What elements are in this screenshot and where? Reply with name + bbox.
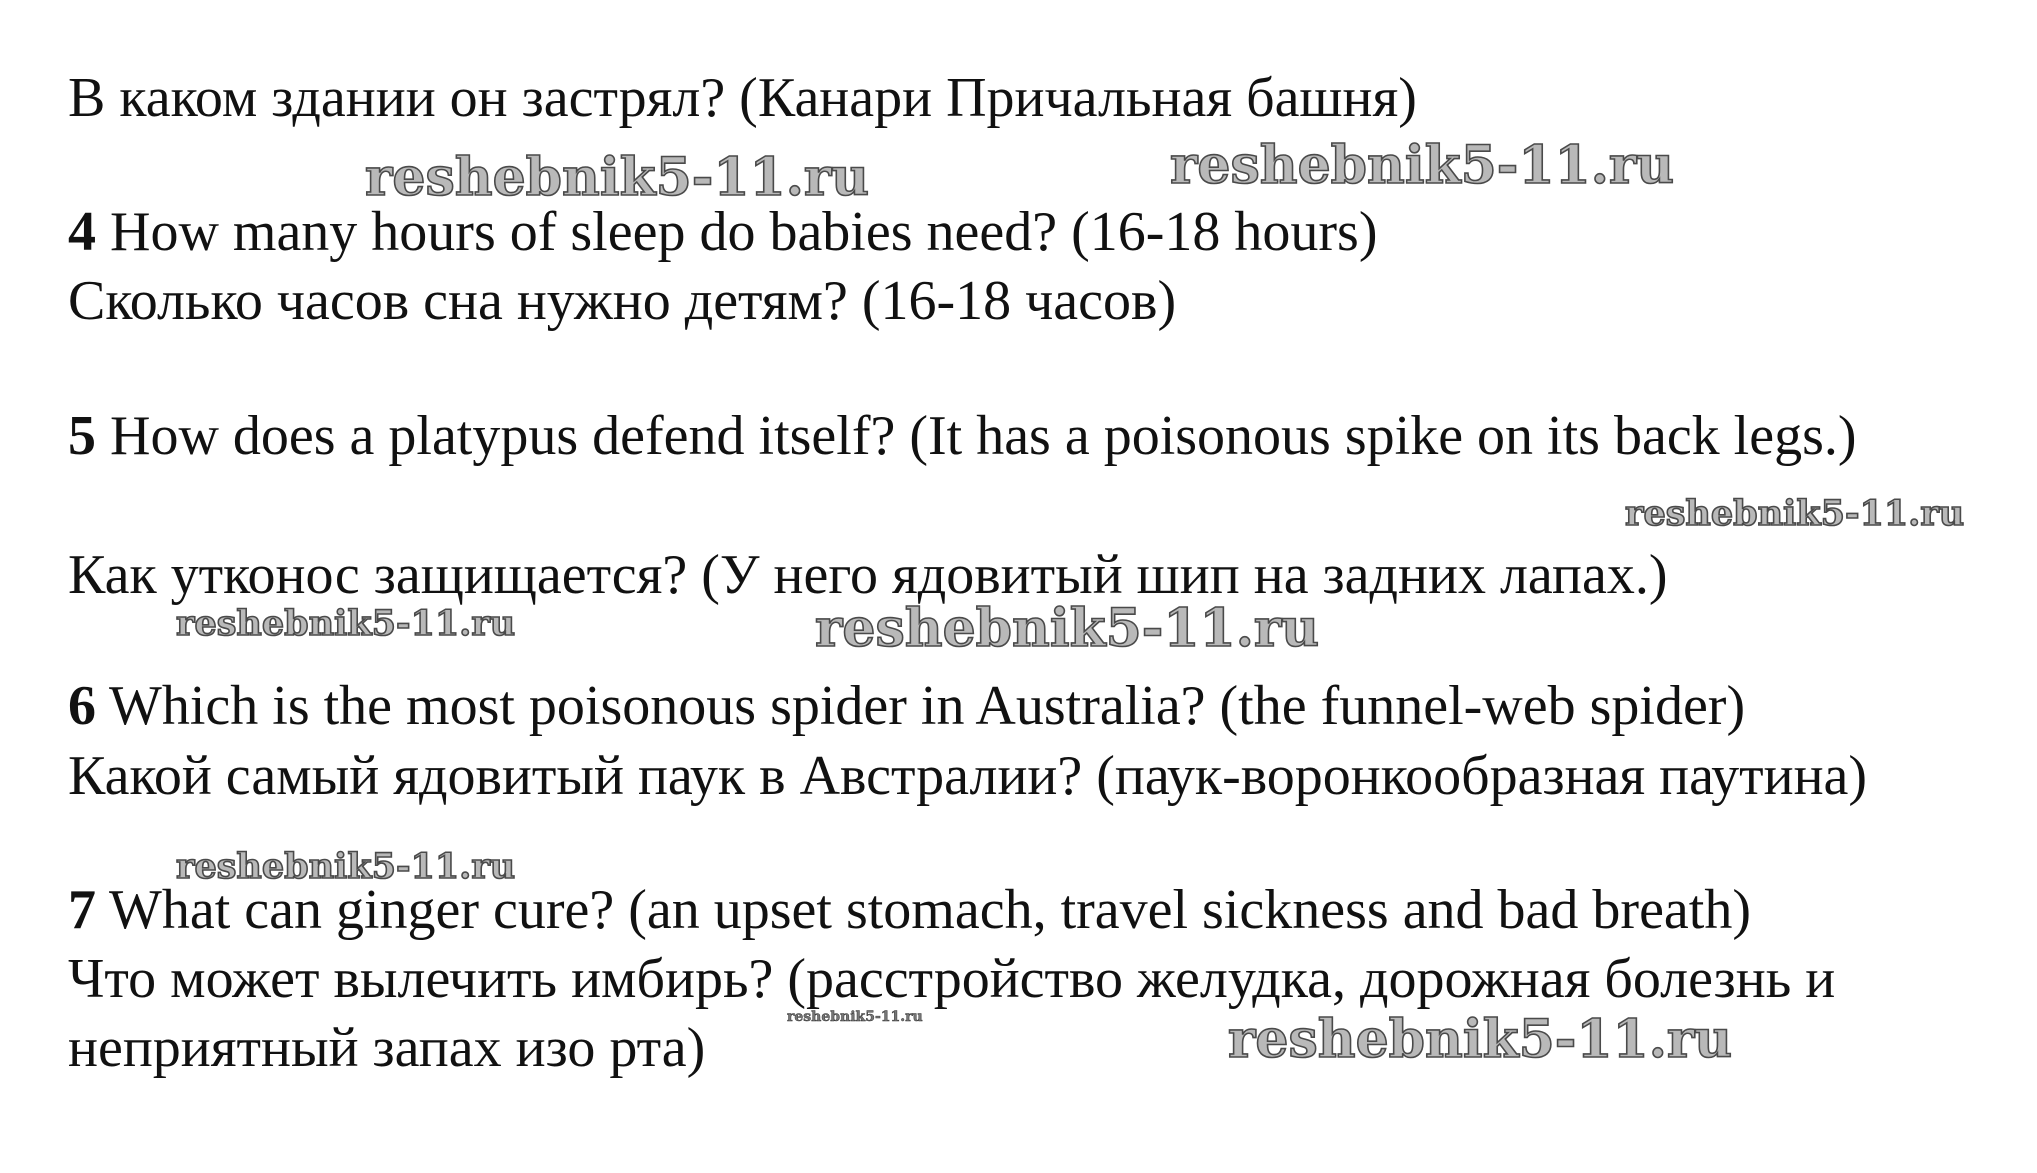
answer-line-ru-4 (68, 270, 1177, 332)
question-number: 7 (68, 879, 96, 941)
watermark-text: reshebnik5-11.ru (1625, 493, 1965, 534)
question-number: 5 (68, 405, 96, 467)
watermark-text: reshebnik5-11.ru (176, 846, 516, 887)
answer-line-ru-7b (68, 1017, 706, 1079)
answer-line-ru-5 (68, 544, 1668, 606)
line-text: В каком здании он застрял? (Канари Причальная башня) (68, 67, 1417, 129)
question-7 (68, 879, 1751, 941)
line-text: Сколько часов сна нужно детям? (16-18 часов) (68, 270, 1177, 332)
question-6 (68, 675, 1746, 737)
line-text: Какой самый ядовитый паук в Австралии? (паук-воронкообразная паутина) (68, 745, 1868, 807)
question-text: Which is the most poisonous spider in Australia? (the funnel-web spider) (96, 675, 1746, 737)
question-number: 6 (68, 675, 96, 737)
watermark-text: reshebnik5-11.ru (1228, 1009, 1733, 1070)
watermark-text: reshebnik5-11.ru (1170, 135, 1675, 196)
watermark-text: reshebnik5-11.ru (176, 603, 516, 644)
answer-line-ru-6 (68, 745, 1868, 807)
watermark-text: reshebnik5-11.ru (815, 598, 1320, 659)
question-number: 4 (68, 201, 96, 263)
line-text: Что может вылечить имбирь? (расстройство желудка, дорожная болезнь и (68, 948, 1836, 1010)
question-5 (68, 405, 1857, 467)
answer-line-ru-7a (68, 948, 1836, 1010)
question-4 (68, 201, 1378, 263)
answer-line-ru-3 (68, 67, 1417, 129)
question-text: How many hours of sleep do babies need? (16-18 hours) (96, 201, 1378, 263)
line-text: Как утконос защищается? (У него ядовитый шип на задних лапах.) (68, 544, 1668, 606)
line-text: неприятный запах изо рта) (68, 1017, 706, 1079)
watermark-text: reshebnik5-11.ru (365, 147, 870, 208)
question-text: What can ginger cure? (an upset stomach, travel sickness and bad breath) (96, 879, 1751, 941)
question-text: How does a platypus defend itself? (It has a poisonous spike on its back legs.) (96, 405, 1857, 467)
watermark-text: reshebnik5-11.ru (787, 1009, 923, 1025)
